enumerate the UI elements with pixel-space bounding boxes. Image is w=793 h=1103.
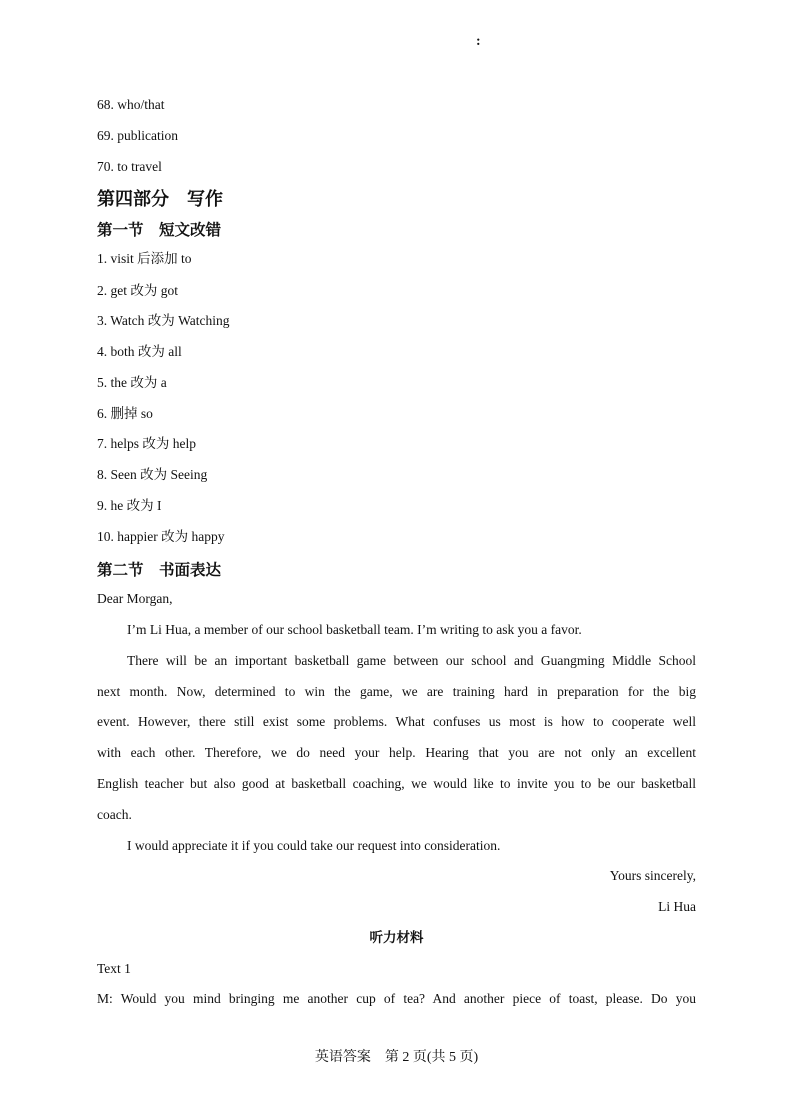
correction-3: 3. Watch 改为 Watching	[97, 313, 230, 328]
part-heading: 第四部分 写作	[97, 189, 223, 210]
answer-70: 70. to travel	[97, 159, 162, 174]
answer-68: 68. who/that	[97, 97, 165, 112]
correction-8: 8. Seen 改为 Seeing	[97, 467, 208, 482]
letter-paragraph-2-line-1: There will be an important basketball game between our school and Guangming Middle School	[127, 653, 696, 668]
correction-5: 5. the 改为 a	[97, 375, 167, 390]
letter-paragraph-2-line-4: with each other. Therefore, we do need your help. Hearing that you are not only an excellent	[97, 745, 696, 760]
letter-paragraph-2-line-2: next month. Now, determined to win the game, we are training hard in preparation for the big	[97, 684, 696, 699]
letter-paragraph-2-line-6: coach.	[97, 807, 132, 822]
correction-1: 1. visit 后添加 to	[97, 251, 192, 266]
section1-heading: 第一节 短文改错	[97, 221, 222, 239]
answer-69: 69. publication	[97, 128, 178, 143]
letter-salutation: Dear Morgan,	[97, 591, 173, 606]
correction-6: 6. 删掉 so	[97, 406, 153, 421]
top-mark: :	[476, 34, 481, 49]
correction-10: 10. happier 改为 happy	[97, 529, 225, 544]
correction-2: 2. get 改为 got	[97, 283, 178, 298]
page-footer: 英语答案 第 2 页(共 5 页)	[314, 1050, 479, 1065]
section2-heading: 第二节 书面表达	[97, 561, 222, 579]
letter-paragraph-1: I’m Li Hua, a member of our school basketball team. I’m writing to ask you a favor.	[127, 622, 582, 637]
letter-paragraph-2-line-5: English teacher but also good at basketball coaching, we would like to invite you to be our basketball	[97, 776, 696, 791]
text1-line: M: Would you mind bringing me another cup of tea? And another piece of toast, please. Do you	[97, 991, 696, 1006]
letter-signature: Li Hua	[658, 899, 696, 914]
correction-9: 9. he 改为 I	[97, 498, 162, 513]
text1-label: Text 1	[97, 961, 131, 976]
letter-paragraph-2-line-3: event. However, there still exist some problems. What confuses us most is how to cooperate well	[97, 714, 696, 729]
letter-closing: Yours sincerely,	[609, 868, 696, 883]
correction-7: 7. helps 改为 help	[97, 436, 196, 451]
letter-paragraph-3: I would appreciate it if you could take our request into consideration.	[127, 838, 501, 853]
listening-heading: 听力材料	[369, 930, 424, 946]
correction-4: 4. both 改为 all	[97, 344, 182, 359]
